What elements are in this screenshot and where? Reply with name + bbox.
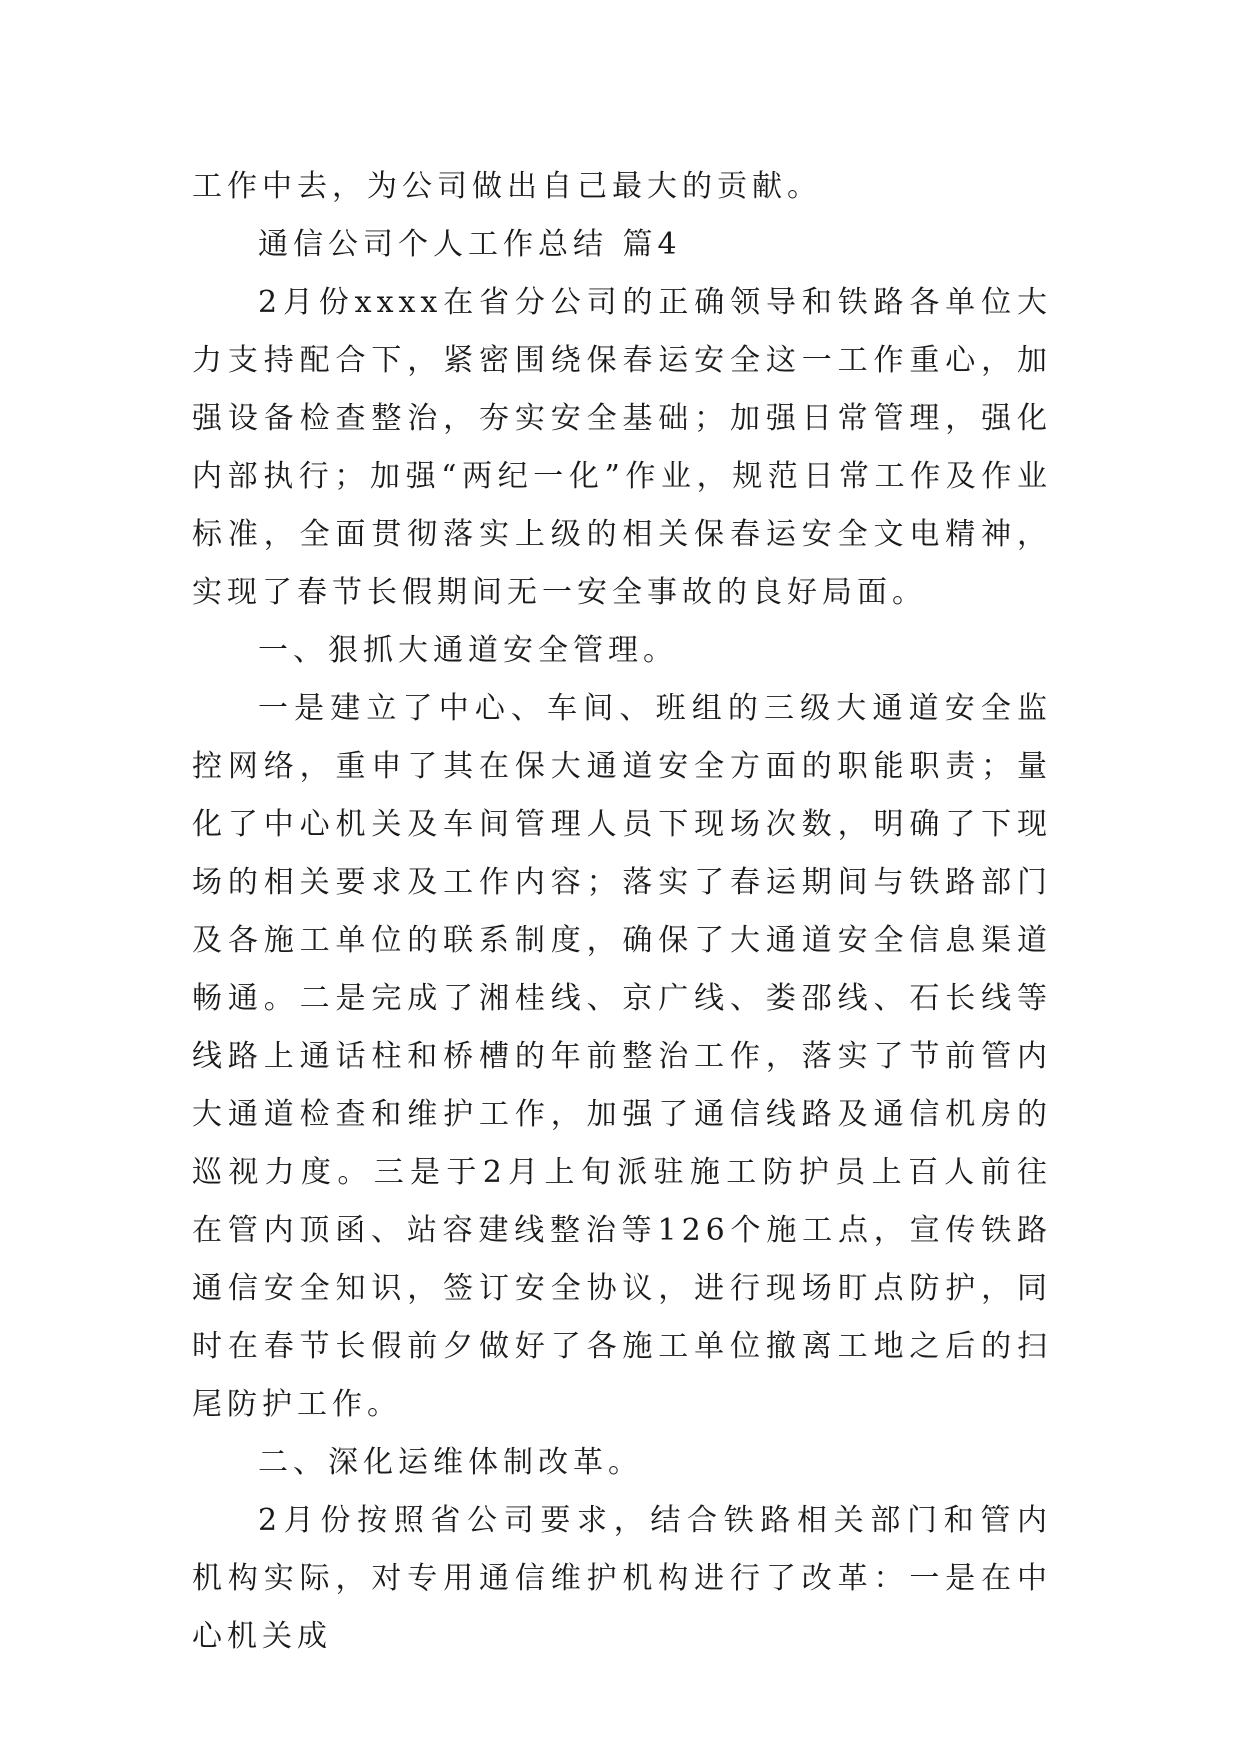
paragraph-reform: 2月份按照省公司要求，结合铁路相关部门和管内机构实际，对专用通信维护机构进行了改革：一是在中心机关成 — [192, 1503, 1052, 1654]
section-title: 通信公司个人工作总结 篇4 — [258, 227, 682, 262]
paragraph-continuation: 工作中去，为公司做出自己最大的贡献。 — [192, 169, 822, 204]
paragraph-intro: 2月份xxxx在省分公司的正确领导和铁路各单位大力支持配合下，紧密围绕保春运安全这一工作重心，加强设备检查整治，夯实安全基础；加强日常管理，强化内部执行；加强“两纪一化”作业，规范日常工作及作业标准，全面贯彻落实上级的相关保春运安全文电精神，实现了春节长假期间无一安全事故的良好局面。 — [192, 285, 1052, 610]
heading-one: 一、狠抓大通道安全管理。 — [258, 633, 678, 668]
document-body — [192, 158, 1052, 1666]
heading-two: 二、深化运维体制改革。 — [258, 1445, 643, 1480]
paragraph-safety: 一是建立了中心、车间、班组的三级大通道安全监控网络，重申了其在保大通道安全方面的职能职责；量化了中心机关及车间管理人员下现场次数，明确了下现场的相关要求及工作内容；落实了春运期间与铁路部门及各施工单位的联系制度，确保了大通道安全信息渠道畅通。二是完成了湘桂线、京广线、娄邵线、石长线等线路上通话柱和桥槽的年前整治工作，落实了节前管内大通道检查和维护工作，加强了通信线路及通信机房的巡视力度。三是于2月上旬派驻施工防护员上百人前往在管内顶函、站容建线整治等126个施工点，宣传铁路通信安全知识，签订安全协议，进行现场盯点防护，同时在春节长假前夕做好了各施工单位撤离工地之后的扫尾防护工作。 — [192, 691, 1052, 1422]
